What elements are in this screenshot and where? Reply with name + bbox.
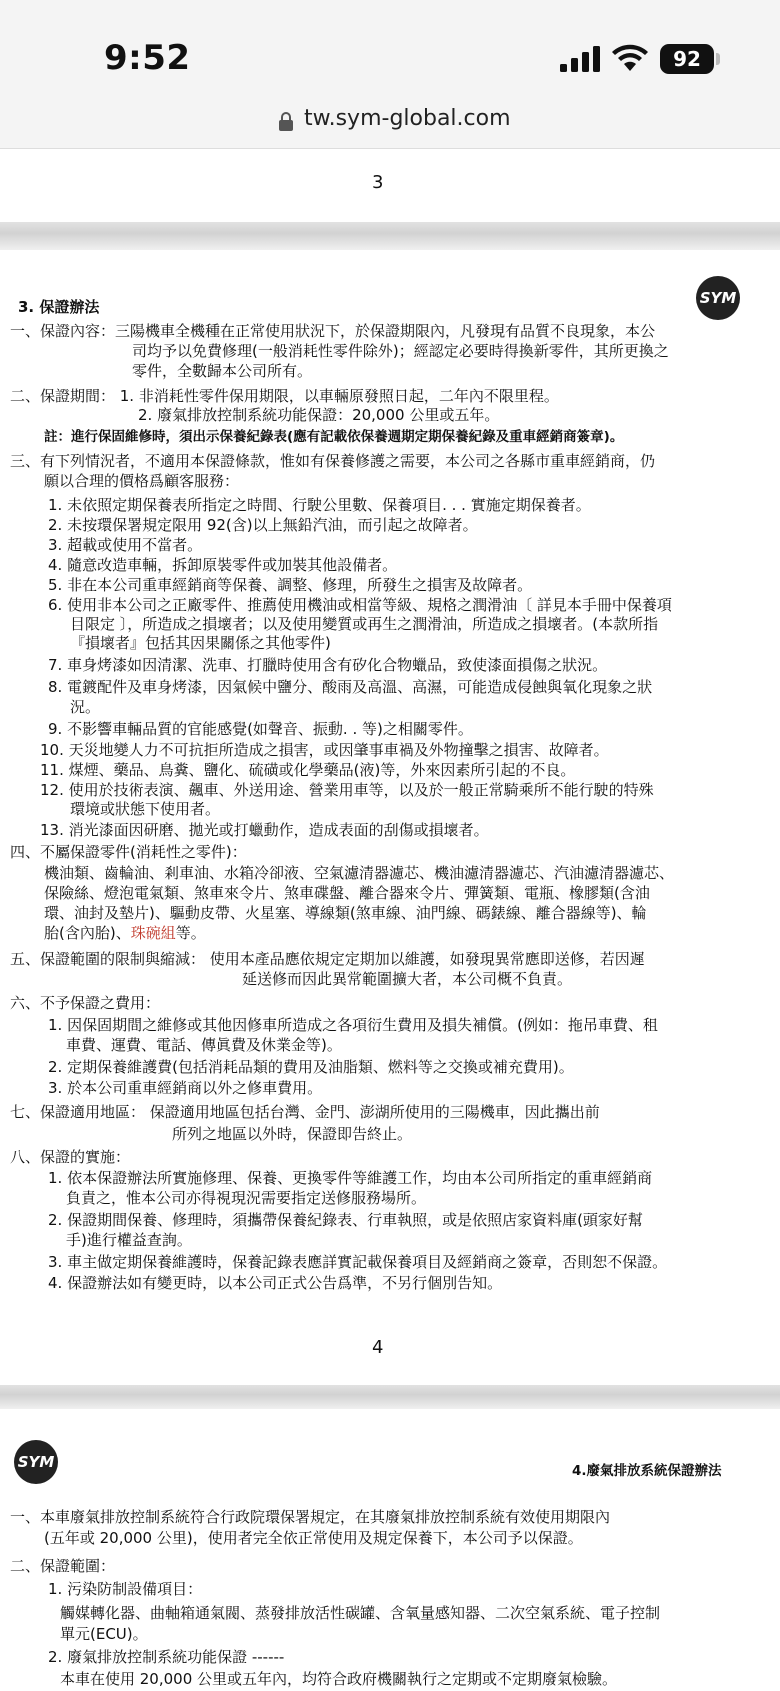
section3-line: 一、保證內容：三陽機車全機種在正常使用狀況下，於保證期限內，凡發現有品質不良現象，本公 xyxy=(10,322,656,340)
section3-line: 3. 於本公司重車經銷商以外之修車費用。 xyxy=(48,1079,323,1097)
section3-line: 保險絲、燈泡電氣類、煞車來令片、煞車碟盤、離合器來令片、彈簧類、電瓶、橡膠類(含油 xyxy=(44,884,650,902)
sym-logo: SYM xyxy=(696,276,740,320)
section3-line: 4. 保證辦法如有變更時，以本公司正式公告爲準，不另行個別告知。 xyxy=(48,1274,503,1292)
section3-line: 2. 保證期間保養、修理時，須攜帶保養紀錄表、行車執照，或是依照店家資料庫(頭家好幫 xyxy=(48,1211,643,1229)
section3-line: 車費、運費、電話、傳眞費及休業金等)。 xyxy=(66,1036,342,1054)
section3-line: 機油類、齒輪油、剎車油、水箱冷卻液、空氣濾清器濾芯、機油濾清器濾芯、汽油濾清器濾芯、 xyxy=(44,864,675,882)
section3-line: 1. 依本保證辦法所實施修理、保養、更換零件等維護工作，均由本公司所指定的重車經銷商 xyxy=(48,1169,653,1187)
section3-line: 七、保證適用地區： 保證適用地區包括台灣、金門、澎湖所使用的三陽機車，因此攜出前 xyxy=(10,1103,600,1121)
battery-tip-icon xyxy=(716,53,720,65)
section3-line: 2. 廢氣排放控制系統功能保證：20,000 公里或五年。 xyxy=(138,406,500,424)
section3-line: 10. 天災地變人力不可抗拒所造成之損害，或因肇事車禍及外物撞擊之損害、故障者。 xyxy=(40,741,609,759)
section3-line: 3. 車主做定期保養維護時，保養記錄表應詳實記載保養項目及經銷商之簽章，否則恕不保證。 xyxy=(48,1253,668,1271)
page-url[interactable]: tw.sym-global.com xyxy=(304,106,511,131)
section3-line xyxy=(44,924,206,943)
wifi-icon xyxy=(612,44,648,72)
section3-line: 三、有下列情況者，不適用本保證條款，惟如有保養修護之需要，本公司之各縣市重車經銷商，仍 xyxy=(10,452,656,470)
section3-line: 目限定 〕，所造成之損壞者；以及使用變質或再生之潤滑油，所造成之損壞者。(本款所指 xyxy=(70,615,659,633)
sym-logo: SYM xyxy=(14,1440,58,1484)
section4-heading: 4.廢氣排放系統保證辦法 xyxy=(572,1463,722,1479)
section3-line: 手)進行權益查詢。 xyxy=(66,1231,192,1249)
section3-line: 負責之，惟本公司亦得視現況需要指定送修服務場所。 xyxy=(66,1189,427,1207)
section3-line: 2. 未按環保署規定限用 92(含)以上無鉛汽油，而引起之故障者。 xyxy=(48,516,478,534)
section3-line: 願以合理的價格爲顧客服務： xyxy=(44,472,240,490)
section3-line: 環、油封及墊片)、驅動皮帶、火星塞、導線類(煞車線、油門線、碼錶線、離合器線等)、輪 xyxy=(44,904,647,922)
page-separator xyxy=(0,222,780,250)
section3-line: 四、不屬保證零件(消耗性之零件)： xyxy=(10,843,247,861)
section4-line: 觸媒轉化器、曲軸箱通氣閥、蒸發排放活性碳罐、含氧量感知器、二次空氣系統、電子控制 xyxy=(60,1604,661,1622)
section3-line: 9. 不影響車輛品質的官能感覺(如聲音、振動. . 等)之相關零件。 xyxy=(48,720,473,738)
section3-line: 1. 未依照定期保養表所指定之時間、行駛公里數、保養項目. . . 實施定期保養者。 xyxy=(48,496,591,514)
page-separator xyxy=(0,1385,780,1409)
section3-line: 8. 電鍍配件及車身烤漆，因氣候中鹽分、酸雨及高溫、高濕，可能造成侵蝕與氧化現象之狀 xyxy=(48,678,653,696)
section3-line: 7. 車身烤漆如因清潔、洗車、打臘時使用含有矽化合物蠟品，致使漆面損傷之狀況。 xyxy=(48,656,608,674)
section4-line: 1. 污染防制設備項目： xyxy=(48,1580,203,1598)
section4-line: 2. 廢氣排放控制系統功能保證 ------ xyxy=(48,1648,285,1666)
cellular-signal-icon xyxy=(560,46,600,72)
section3-line: 2. 定期保養維護費(包括消耗品類的費用及油脂類、燃料等之交換或補充費用)。 xyxy=(48,1058,574,1076)
section3-line: 延送修而因此異常範圍擴大者，本公司概不負責。 xyxy=(242,970,573,988)
section3-line: 六、不予保證之費用： xyxy=(10,994,161,1012)
section3-line: 5. 非在本公司重車經銷商等保養、調整、修理，所發生之損害及故障者。 xyxy=(48,576,533,594)
section3-line: 八、保證的實施： xyxy=(10,1148,131,1166)
page-number-top: 3 xyxy=(372,172,384,193)
section3-line: 況。 xyxy=(70,698,101,716)
section3-line: 13. 消光漆面因研磨、拋光或打蠟動作，造成表面的刮傷或損壞者。 xyxy=(40,821,489,839)
section3-line: 1. 因保固期間之維修或其他因修車所造成之各項衍生費用及損失補償。(例如：拖吊車費、租 xyxy=(48,1016,658,1034)
section3-line: 所列之地區以外時，保證即告終止。 xyxy=(172,1125,413,1143)
section3-line: 零件，全數歸本公司所有。 xyxy=(132,362,313,380)
page-number-middle: 4 xyxy=(372,1337,384,1358)
tire-text: 胎(含內胎)、 xyxy=(44,924,131,942)
section3-line: 4. 隨意改造車輛，拆卸原裝零件或加裝其他設備者。 xyxy=(48,556,398,574)
section3-line: 『損壞者』包括其因果關係之其他零件) xyxy=(70,634,331,652)
section3-note: 註：進行保固維修時，須出示保養紀錄表(應有記載依保養週期定期保養紀錄及重車經銷商簽章)。 xyxy=(44,429,624,445)
section3-line: 12. 使用於技術表演、飆車、外送用途、營業用車等，以及於一般正常騎乘所不能行駛的特殊 xyxy=(40,781,654,799)
section3-heading: 3. 保證辦法 xyxy=(18,298,100,316)
section4-line: 本車在使用 20,000 公里或五年內，均符合政府機關執行之定期或不定期廢氣檢驗。 xyxy=(60,1670,618,1688)
section3-line: 環境或狀態下使用者。 xyxy=(70,800,221,818)
section4-line: 一、本車廢氣排放控制系統符合行政院環保署規定，在其廢氣排放控制系統有效使用期限內 xyxy=(10,1508,611,1526)
section3-line: 3. 超載或使用不當者。 xyxy=(48,536,203,554)
status-time: 9:52 xyxy=(104,38,191,78)
section3-line: 6. 使用非本公司之正廠零件、推薦使用機油或相當等級、規格之潤滑油〔 詳見本手冊中保養項 xyxy=(48,596,672,614)
section4-line: 單元(ECU)。 xyxy=(60,1625,148,1643)
battery-indicator: 92 xyxy=(660,44,714,74)
section4-line: (五年或 20,000 公里)，使用者完全依正常使用及規定保養下，本公司予以保證。 xyxy=(44,1529,583,1547)
lock-icon xyxy=(278,111,294,131)
section4-line: 二、保證範圍： xyxy=(10,1557,116,1575)
highlighted-item: 珠碗組 xyxy=(130,924,176,942)
section3-line: 二、保證期間： 1. 非消耗性零件保用期限，以車輛原發照日起，二年內不限里程。 xyxy=(10,387,559,405)
section3-line: 11. 煤煙、藥品、鳥糞、鹽化、硫磺或化學藥品(液)等，外來因素所引起的不良。 xyxy=(40,761,576,779)
tire-suffix: 等。 xyxy=(175,924,206,942)
section3-line: 司均予以免費修理(一般消耗性零件除外)；經認定必要時得換新零件，其所更換之 xyxy=(132,342,669,360)
section3-line: 五、保證範圍的限制與縮減： 使用本產品應依規定定期加以維護，如發現異常應即送修，若因遲 xyxy=(10,950,645,968)
